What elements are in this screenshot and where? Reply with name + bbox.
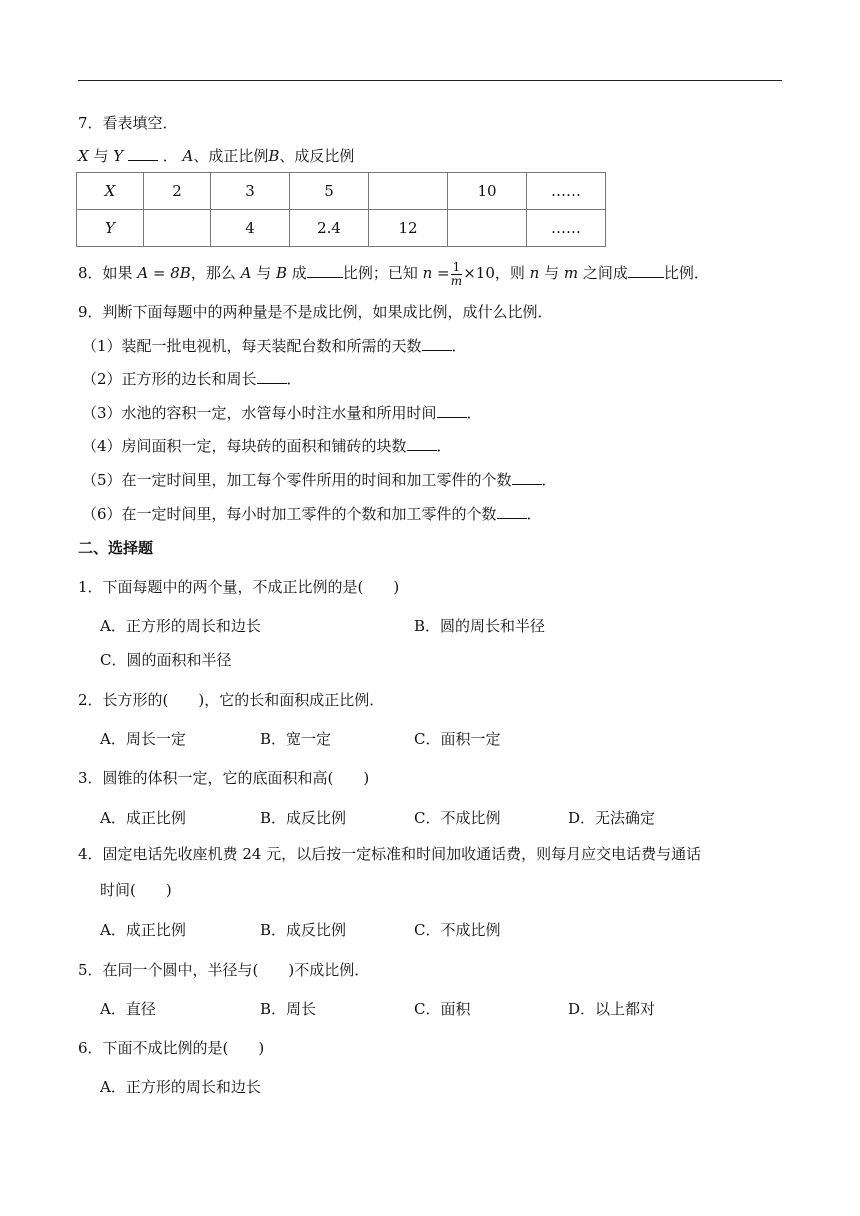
q9-item: （5）在一定时间里，加工每个零件所用的时间和加工零件的个数 ． [82,471,557,489]
table-cell: 12 [369,210,448,247]
var-y: Y [113,147,124,165]
choice-q4-stem: 4．固定电话先收座机费 24 元，以后按一定标准和时间加收通话费，则每月应交电话费与通话 [78,845,702,863]
table-cell: 3 [211,173,290,210]
fill-blank[interactable] [407,438,437,451]
q9-item: （3）水池的容积一定，水管每小时注水量和所用时间 ． [82,404,482,422]
option-d[interactable]: D．无法确定 [568,809,656,827]
table-cell: 2 [144,173,211,210]
table-row [77,173,606,210]
table-cell: 2.4 [290,210,369,247]
q7-table [76,172,606,247]
choice-q6-stem: 6．下面不成比例的是( ) [78,1039,265,1057]
choice-q3-stem: 3．圆锥的体积一定，它的底面积和高( ) [78,769,370,787]
option-a[interactable]: A．成正比例 [100,809,186,827]
q8-line: 8．如果 A = 8B，那么 A 与 B 成 比例；已知 n = $\frac{1}{m}$ ×10，则 n 与 m 之间成 比例． [78,259,709,288]
option-d[interactable]: D．以上都对 [568,1000,656,1018]
option-a[interactable]: A．正方形的周长和边长 [100,617,261,635]
q7-title: 7．看表填空． [78,114,178,132]
fill-blank[interactable] [512,472,542,485]
option-a[interactable]: A．正方形的周长和边长 [100,1078,261,1096]
choice-q1-stem: 1．下面每题中的两个量，不成正比例的是( ) [78,578,400,596]
choice-q4-stem-cont: 时间( ) [100,881,172,899]
option-c[interactable]: C．圆的面积和半径 [100,651,232,669]
option-a[interactable]: A．周长一定 [100,730,186,748]
table-cell: 4 [211,210,290,247]
option-c[interactable]: C．不成比例 [414,921,501,939]
q9-item: （6）在一定时间里，每小时加工零件的个数和加工零件的个数 ． [82,505,542,523]
fill-blank[interactable] [128,148,158,161]
table-cell[interactable] [144,210,211,247]
choice-q2-stem: 2．长方形的( )，它的长和面积成正比例． [78,691,385,709]
q9-item: （2）正方形的边长和周长 ． [82,370,302,388]
table-cell: …… [527,210,606,247]
fill-blank[interactable] [422,338,452,351]
fill-blank[interactable] [437,405,467,418]
option-b[interactable]: B．周长 [260,1000,317,1018]
table-row [77,210,606,247]
table-cell: 5 [290,173,369,210]
var-x: X [78,147,89,165]
section-heading: 二、选择题 [78,539,154,557]
fraction: $\frac{1}{m}$ [450,259,463,288]
fill-blank[interactable] [628,265,664,278]
q9-item: （4）房间面积一定，每块砖的面积和铺砖的块数 ． [82,437,452,455]
option-a[interactable]: A．成正比例 [100,921,186,939]
choice-q5-stem: 5．在同一个圆中，半径与( )不成比例． [78,961,370,979]
option-b[interactable]: B．成反比例 [260,921,347,939]
table-cell[interactable] [369,173,448,210]
option-b[interactable]: B．成反比例 [260,809,347,827]
fill-blank[interactable] [307,265,343,278]
option-c[interactable]: C．不成比例 [414,809,501,827]
option-c[interactable]: C．面积一定 [414,730,501,748]
table-cell[interactable] [448,210,527,247]
option-b[interactable]: B．宽一定 [260,730,332,748]
table-cell: X [77,173,144,210]
q9-item: （1）装配一批电视机，每天装配台数和所需的天数 ． [82,337,467,355]
option-c[interactable]: C．面积 [414,1000,471,1018]
option-b[interactable]: B．圆的周长和半径 [414,617,546,635]
q9-title: 9．判断下面每题中的两种量是不是成比例，如果成比例，成什么比例． [78,303,553,321]
table-cell: Y [77,210,144,247]
q7-prompt: X 与 Y ． A、成正比例B、成反比例 [78,147,355,165]
table-cell: …… [527,173,606,210]
fill-blank[interactable] [497,506,527,519]
table-cell: 10 [448,173,527,210]
option-a[interactable]: A．直径 [100,1000,156,1018]
fill-blank[interactable] [257,371,287,384]
header-rule [78,80,782,81]
